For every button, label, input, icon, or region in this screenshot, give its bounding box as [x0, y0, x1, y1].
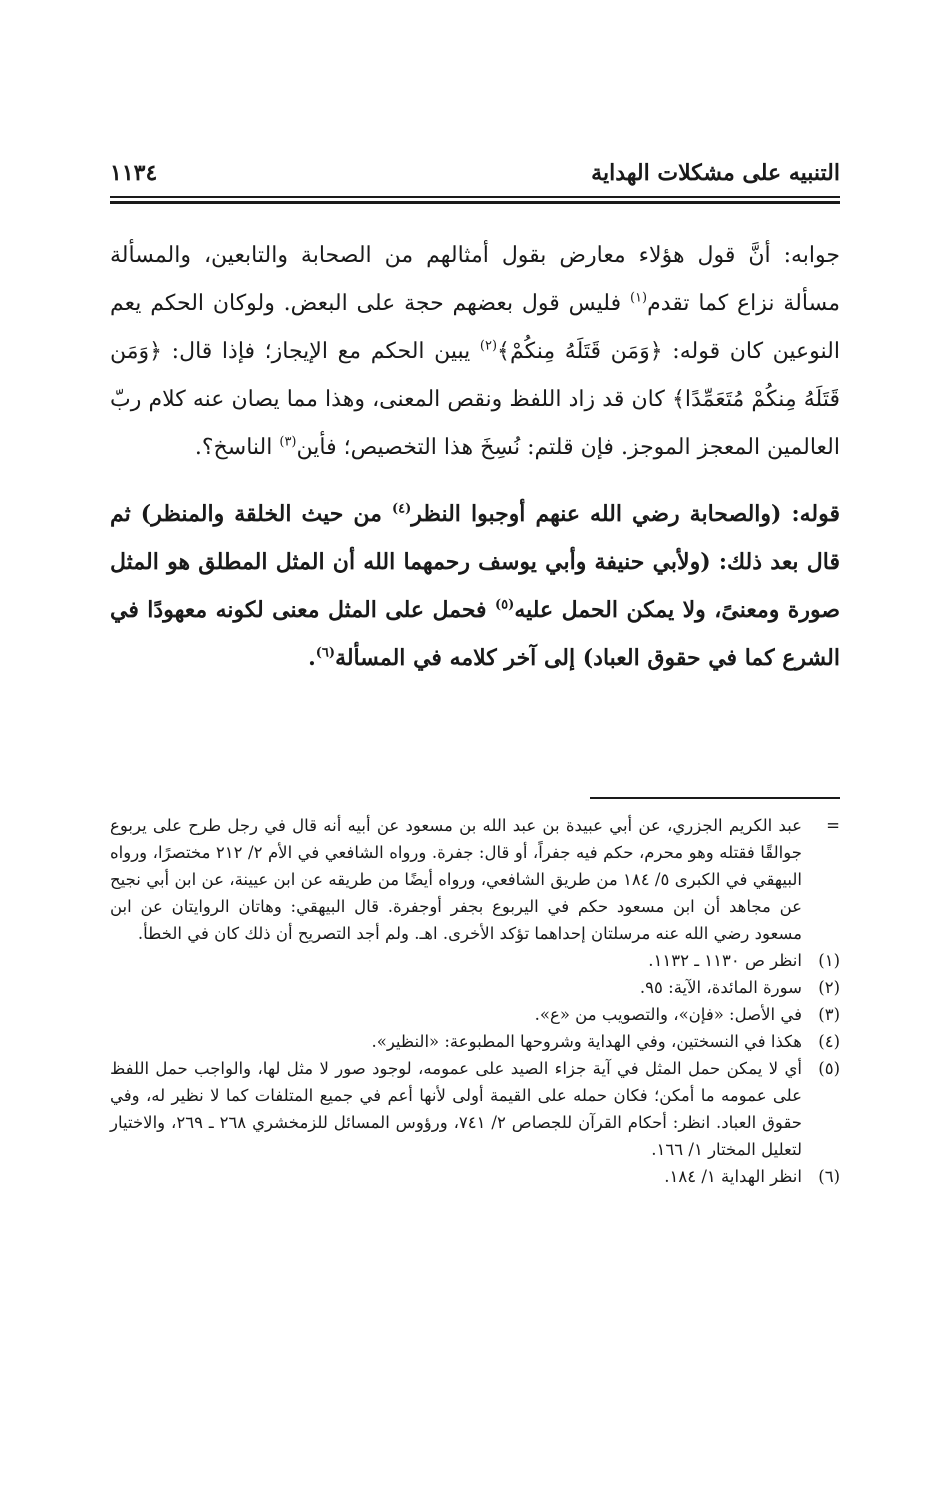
paragraph-2-text-b: من حيث الخلقة والمنظر) ثم قال بعد ذلك: (ولأبي حنيفة وأبي يوسف رحمهما الله أن المثل المطلق هو المثل صورة ومعنىً، ولا يمكن الحمل عليه: [110, 501, 841, 623]
footnotes: [110, 812, 840, 1190]
page-number: ١١٣٤: [110, 160, 158, 186]
running-title: التنبيه على مشكلات الهداية: [591, 160, 840, 186]
footnote-number: (٥): [818, 1059, 840, 1078]
footnote-1: [110, 947, 840, 974]
footnote-6: [110, 1163, 840, 1190]
footnote-separator: [590, 797, 840, 799]
footnote-number: (٣): [818, 1005, 840, 1024]
footnote-number: (٢): [818, 978, 840, 997]
footnote-text: عبد الكريم الجزري، عن أبي عبيدة بن عبد الله بن مسعود عن أبيه أنه قال في رجل طرح على يربوع جوالقًا فقتله وهو محرم، حكم فيه جفراً، أو قال: جفرة. ورواه الشافعي في الأم ٢/ ٢١٢ مختصرًا، ورواه البيهقي في الكبرى ٥/ ١٨٤ من طريق الشافعي، ورواه أيضًا من طريقه عن ابن عيينة، عن ابن أبي نجيح عن مجاهد أن ابن مسعود حكم في اليربوع بجفر أوجفرة. قال البيهقي: وهاتان الروايتان عن ابن مسعود رضي الله عنه مرسلتان إحداهما تؤكد الأخرى. اهـ. ولم أجد التصريح أن ذلك كان في الخطأ.: [110, 816, 802, 943]
footnote-continued: [110, 812, 840, 947]
paragraph-2: [110, 490, 840, 682]
main-text: [110, 232, 840, 682]
footnote-number: (٦): [818, 1167, 840, 1186]
paragraph-1-text-b: فليس قول بعضهم حجة على البعض. ولوكان الحكم يعم النوعين كان قوله: ﴿وَمَن قَتَلَهُ مِنكُمْ﴾: [110, 291, 840, 364]
footnote-text: أي لا يمكن حمل المثل في آية جزاء الصيد على عمومه، لوجود صور لا مثل لها، والواجب حمل اللفظ على عمومه ما أمكن؛ فكان حمله على القيمة أولى لأنها أعم في جميع المتلفات كما لا نظير له، وفي حقوق العباد. انظر: أحكام القرآن للجصاص ٢/ ٧٤١، ورؤوس المسائل للزمخشري ٢٦٨ ـ ٢٦٩، والاختيار لتعليل المختار ١/ ١٦٦.: [110, 1059, 802, 1159]
footnote-number: =: [826, 816, 840, 835]
footnote-number: (٤): [818, 1032, 840, 1051]
paragraph-2-text-c: فحمل على المثل معنى لكونه معهودًا في الشرع كما في حقوق العباد) إلى آخر كلامه في المسألة: [110, 597, 840, 671]
paragraph-1: [110, 232, 840, 472]
footnote-ref-2: (٢): [479, 338, 498, 354]
footnote-4: [110, 1028, 840, 1055]
footnote-text: هكذا في النسختين، وفي الهداية وشروحها المطبوعة: «النظير».: [371, 1032, 802, 1051]
footnote-text: في الأصل: «فإن»، والتصويب من «ع».: [534, 1005, 802, 1024]
footnote-2: [110, 974, 840, 1001]
footnote-ref-3: (٣): [279, 434, 297, 450]
paragraph-1-text-d: الناسخ؟.: [194, 435, 280, 460]
footnote-ref-1: (١): [629, 290, 648, 306]
paragraph-2-text-a: قوله: (والصحابة رضي الله عنهم أوجبوا النظر: [411, 501, 840, 527]
footnote-text: سورة المائدة، الآية: ٩٥.: [639, 978, 802, 997]
paragraph-1-text-c: يبين الحكم مع الإيجاز؛ فإذا قال: ﴿وَمَن قَتَلَهُ مِنكُمْ مُتَعَمِّدًا﴾ كان قد زاد اللفظ ونقص المعنى، وهذا مما يصان عنه كلام ربّ العالمين المعجز الموجز. فإن قلتم: نُسِخَ هذا التخصيص؛ فأين: [110, 339, 840, 460]
footnote-number: (١): [818, 951, 840, 970]
footnote-3: [110, 1001, 840, 1028]
paragraph-1-text-a: جوابه: أنَّ قول هؤلاء معارض بقول أمثالهم من الصحابة والتابعين، والمسألة مسألة نزاع كما تقدم: [110, 243, 840, 316]
footnote-ref-4: (٤): [391, 501, 412, 517]
footnote-ref-6: (٦): [315, 645, 336, 661]
footnote-ref-5: (٥): [495, 597, 515, 613]
footnote-5: [110, 1055, 840, 1163]
header-rule-thin: [110, 196, 840, 198]
running-head: [110, 140, 840, 186]
footnote-text: انظر ص ١١٣٠ ـ ١١٣٢.: [648, 951, 802, 970]
header-rule-thick: [110, 201, 840, 204]
paragraph-2-text-d: .: [308, 645, 316, 671]
footnote-text: انظر الهداية ١/ ١٨٤.: [664, 1167, 802, 1186]
